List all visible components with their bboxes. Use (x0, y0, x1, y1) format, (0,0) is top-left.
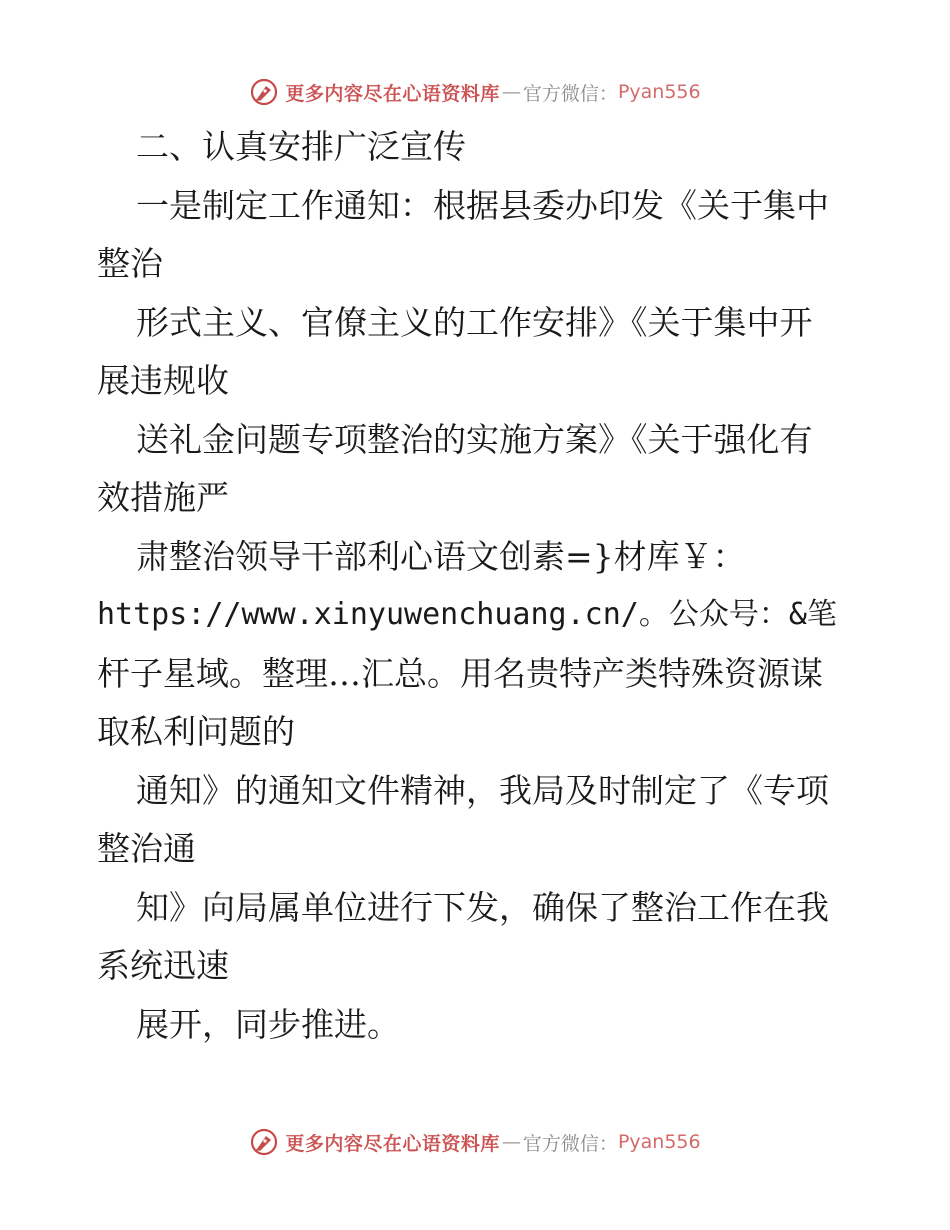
pen-nib-logo-icon (249, 1127, 279, 1157)
paragraph-line: 效措施严 (97, 478, 229, 517)
paragraph-line: 一是制定工作通知：根据县委办印发《关于集中 (136, 185, 829, 225)
banner-separator: — (501, 81, 521, 103)
footer-banner (0, 1122, 950, 1162)
section-heading: 二、认真安排广泛宣传 (136, 127, 466, 166)
paragraph-line: 形式主义、官僚主义的工作安排》《关于集中开 (136, 302, 813, 342)
paragraph-line: 知》向局属单位进行下发，确保了整治工作在我 (136, 887, 829, 927)
banner-main-text: 更多内容尽在心语资料库 (285, 1132, 500, 1155)
pen-nib-logo-icon (249, 77, 279, 107)
banner-main-text: 更多内容尽在心语资料库 (285, 82, 500, 105)
paragraph-line: 系统迅速 (97, 946, 229, 985)
paragraph-line: 杆子星域。整理…汇总。用名贵特产类特殊资源谋 (97, 653, 823, 693)
paragraph-line: 整治 (97, 244, 163, 283)
paragraph-line: 通知》的通知文件精神，我局及时制定了《专项 (136, 770, 829, 810)
paragraph-line: 取私利问题的 (97, 712, 295, 751)
banner-contact-id: Pyan556 (617, 81, 701, 103)
document-body (97, 118, 857, 1054)
paragraph-line: 整治通 (97, 829, 196, 868)
banner-contact-label: 官方微信： (522, 1132, 618, 1155)
paragraph-line: 展违规收 (97, 361, 229, 400)
banner-separator: — (501, 1131, 521, 1153)
paragraph-line-url: https://www.xinyuwenchuang.cn/。公众号：&笔 (97, 597, 837, 632)
paragraph-line: 送礼金问题专项整治的实施方案》《关于强化有 (136, 419, 813, 459)
paragraph-line: 展开，同步推进。 (136, 1004, 400, 1044)
banner-contact-label: 官方微信： (522, 82, 618, 105)
header-banner (0, 72, 950, 112)
banner-contact-id: Pyan556 (617, 1131, 701, 1153)
paragraph-line: 肃整治领导干部利心语文创素=}材库￥： (136, 536, 746, 576)
